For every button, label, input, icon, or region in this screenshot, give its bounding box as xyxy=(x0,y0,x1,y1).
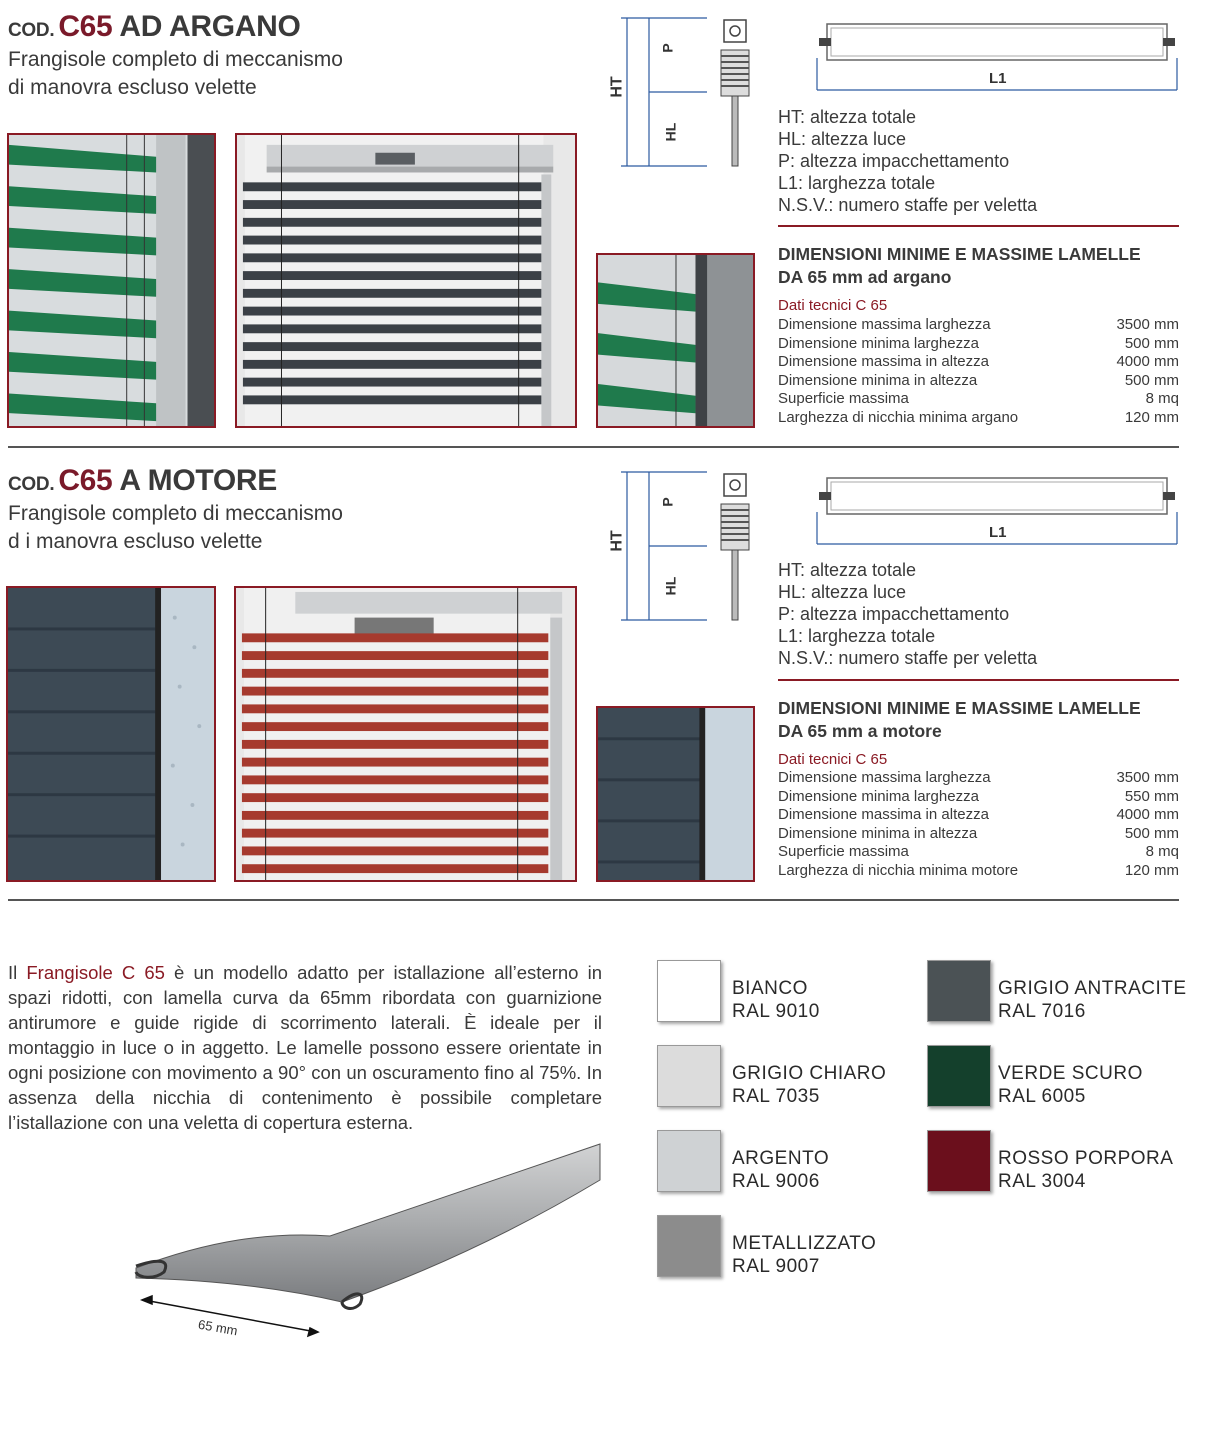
width-diagram xyxy=(815,474,1180,546)
dimensions-title-line: DIMENSIONI MINIME E MASSIME LAMELLE xyxy=(778,244,1141,264)
swatch-color xyxy=(657,1045,721,1107)
legend-item: N.S.V.: numero staffe per veletta xyxy=(778,648,1038,668)
swatch-item xyxy=(657,1215,721,1277)
spec-row xyxy=(778,353,1179,372)
legend-list xyxy=(778,559,1037,669)
swatch-color xyxy=(657,960,721,1022)
width-diagram xyxy=(815,20,1180,92)
swatch-name: ARGENTO xyxy=(732,1148,830,1169)
spec-value: 120 mm xyxy=(1124,408,1179,426)
swatch-item xyxy=(927,1045,991,1107)
swatch-label xyxy=(732,977,820,1023)
spec-row xyxy=(778,862,1179,881)
spec-label: Superficie massima xyxy=(778,843,909,860)
spec-row xyxy=(778,843,1179,862)
l1-label: L1 xyxy=(989,524,1007,541)
spec-label: Larghezza di nicchia minima motore xyxy=(778,861,1019,879)
spec-value: 4000 mm xyxy=(1116,353,1179,370)
swatch-item xyxy=(657,960,721,1022)
swatch-ral: RAL 9006 xyxy=(732,1171,820,1192)
description-prefix: Il xyxy=(8,962,27,983)
legend-item: P: altezza impacchettamento xyxy=(778,604,1010,624)
product-photo-green-detail xyxy=(596,253,755,428)
dimensions-title-line: DA 65 mm a motore xyxy=(778,721,942,741)
spec-value: 8 mq xyxy=(1145,390,1179,407)
section-subtitle xyxy=(8,500,408,556)
section-subtitle xyxy=(8,46,408,102)
spec-row xyxy=(778,372,1179,391)
swatch-name: BIANCO xyxy=(732,978,808,999)
subtitle-line: Frangisole completo di meccanismo xyxy=(8,48,343,71)
swatch-label xyxy=(998,1147,1173,1193)
subtitle-line: di manovra escluso velette xyxy=(8,76,257,99)
tech-data-label: Dati tecnici C 65 xyxy=(778,751,888,768)
swatch-label xyxy=(732,1147,829,1193)
model-code: C65 xyxy=(58,10,113,43)
swatch-label xyxy=(732,1062,886,1108)
legend-item: P: altezza impacchettamento xyxy=(778,151,1010,171)
product-photo-grey-blind xyxy=(235,133,577,428)
swatch-name: VERDE SCURO xyxy=(998,1063,1143,1084)
swatch-color xyxy=(927,960,991,1022)
p-label: P xyxy=(659,497,676,507)
spec-label: Dimensione minima in altezza xyxy=(778,824,978,842)
l1-label: L1 xyxy=(989,70,1007,87)
divider xyxy=(778,225,1179,227)
spec-row xyxy=(778,788,1179,807)
spec-label: Dimensione massima larghezza xyxy=(778,769,991,786)
legend-item: L1: larghezza totale xyxy=(778,173,936,193)
dimensions-title xyxy=(778,697,1178,743)
product-photo-red-blind xyxy=(234,586,577,882)
swatch-color xyxy=(657,1130,721,1192)
spec-row xyxy=(778,769,1179,788)
spec-row xyxy=(778,335,1179,354)
swatch-label xyxy=(732,1232,876,1278)
spec-label: Dimensione minima in altezza xyxy=(778,371,978,389)
divider xyxy=(778,679,1179,681)
section-divider xyxy=(8,446,1179,448)
swatch-item xyxy=(927,1130,991,1192)
title-rest: A MOTORE xyxy=(119,464,277,497)
swatch-color xyxy=(927,1130,991,1192)
section-title xyxy=(8,10,301,44)
spec-label: Larghezza di nicchia minima argano xyxy=(778,408,1019,426)
ht-label: HT xyxy=(608,76,626,98)
spec-value: 3500 mm xyxy=(1116,769,1179,786)
legend-item: N.S.V.: numero staffe per veletta xyxy=(778,195,1038,215)
height-diagram xyxy=(607,466,757,626)
dimensions-title xyxy=(778,243,1178,289)
product-photo-anthracite-closeup xyxy=(6,586,216,882)
product-photo-green-closeup xyxy=(7,133,216,428)
p-label: P xyxy=(659,43,676,53)
cod-prefix: COD. xyxy=(8,474,55,495)
legend-item: HT: altezza totale xyxy=(778,560,917,580)
spec-row xyxy=(778,409,1179,428)
tech-data-label: Dati tecnici C 65 xyxy=(778,297,888,314)
dimensions-title-line: DIMENSIONI MINIME E MASSIME LAMELLE xyxy=(778,698,1141,718)
legend-item: L1: larghezza totale xyxy=(778,626,936,646)
description-text: è un modello adatto per istallazione all’esterno in spazi ridotti, con lamella curva da 65mm ribordata con guarnizione antirumore e guide rigide di scorrimento laterali. È ideale per il montaggio in luce o in aggetto. Le lamelle possono essere orientate in ogni posizione con movimento a 90° con un oscuramento fino al 75%. In assenza della nicchia di contenimento è possibile completare l’istallazione con una veletta di copertura esterna. xyxy=(8,962,602,1133)
swatch-item xyxy=(657,1130,721,1192)
swatch-item xyxy=(927,960,991,1022)
product-description xyxy=(8,960,602,1135)
swatch-color xyxy=(657,1215,721,1277)
spec-value: 550 mm xyxy=(1124,787,1179,805)
spec-value: 500 mm xyxy=(1124,371,1179,389)
subtitle-line: d i manovra escluso velette xyxy=(8,530,263,553)
slat-profile-illustration xyxy=(130,1140,610,1350)
swatch-label xyxy=(998,1062,1143,1108)
spec-row xyxy=(778,390,1179,409)
swatch-ral: RAL 3004 xyxy=(998,1171,1086,1192)
dimensions-title-line: DA 65 mm ad argano xyxy=(778,267,952,287)
section-title xyxy=(8,464,277,498)
legend-item: HL: altezza luce xyxy=(778,129,907,149)
spec-label: Dimensione massima larghezza xyxy=(778,316,991,333)
swatch-ral: RAL 9010 xyxy=(732,1001,820,1022)
hl-label: HL xyxy=(662,122,679,142)
spec-value: 4000 mm xyxy=(1116,806,1179,823)
title-rest: AD ARGANO xyxy=(119,10,301,43)
swatch-color xyxy=(927,1045,991,1107)
subtitle-line: Frangisole completo di meccanismo xyxy=(8,502,343,525)
spec-label: Dimensione massima in altezza xyxy=(778,806,989,823)
spec-value: 8 mq xyxy=(1145,843,1179,860)
ht-label: HT xyxy=(608,530,626,552)
legend-item: HT: altezza totale xyxy=(778,107,917,127)
swatch-item xyxy=(657,1045,721,1107)
spec-value: 120 mm xyxy=(1124,861,1179,879)
spec-value: 500 mm xyxy=(1124,334,1179,352)
hl-label: HL xyxy=(662,576,679,596)
spec-value: 500 mm xyxy=(1124,824,1179,842)
swatch-name: ROSSO PORPORA xyxy=(998,1148,1174,1169)
swatch-name: GRIGIO CHIARO xyxy=(732,1063,887,1084)
spec-row xyxy=(778,806,1179,825)
swatch-label xyxy=(998,977,1187,1023)
spec-row xyxy=(778,825,1179,844)
spec-label: Dimensione minima larghezza xyxy=(778,787,979,805)
slat-dimension-label: 65 mm xyxy=(196,1316,239,1339)
spec-row xyxy=(778,316,1179,335)
spec-label: Dimensione minima larghezza xyxy=(778,334,979,352)
spec-table xyxy=(778,316,1179,427)
model-code: C65 xyxy=(58,464,113,497)
section-divider xyxy=(8,899,1179,901)
spec-table xyxy=(778,769,1179,880)
product-name-highlight: Frangisole C 65 xyxy=(26,962,165,983)
cod-prefix: COD. xyxy=(8,20,55,41)
spec-value: 3500 mm xyxy=(1116,316,1179,333)
spec-label: Dimensione massima in altezza xyxy=(778,353,989,370)
swatch-ral: RAL 9007 xyxy=(732,1256,820,1277)
swatch-ral: RAL 7016 xyxy=(998,1001,1086,1022)
spec-label: Superficie massima xyxy=(778,390,909,407)
swatch-ral: RAL 7035 xyxy=(732,1086,820,1107)
swatch-ral: RAL 6005 xyxy=(998,1086,1086,1107)
swatch-name: GRIGIO ANTRACITE xyxy=(998,978,1187,999)
legend-item: HL: altezza luce xyxy=(778,582,907,602)
product-photo-anthracite-detail xyxy=(596,706,755,882)
swatch-name: METALLIZZATO xyxy=(732,1233,877,1254)
legend-list xyxy=(778,106,1037,216)
height-diagram xyxy=(607,12,757,172)
